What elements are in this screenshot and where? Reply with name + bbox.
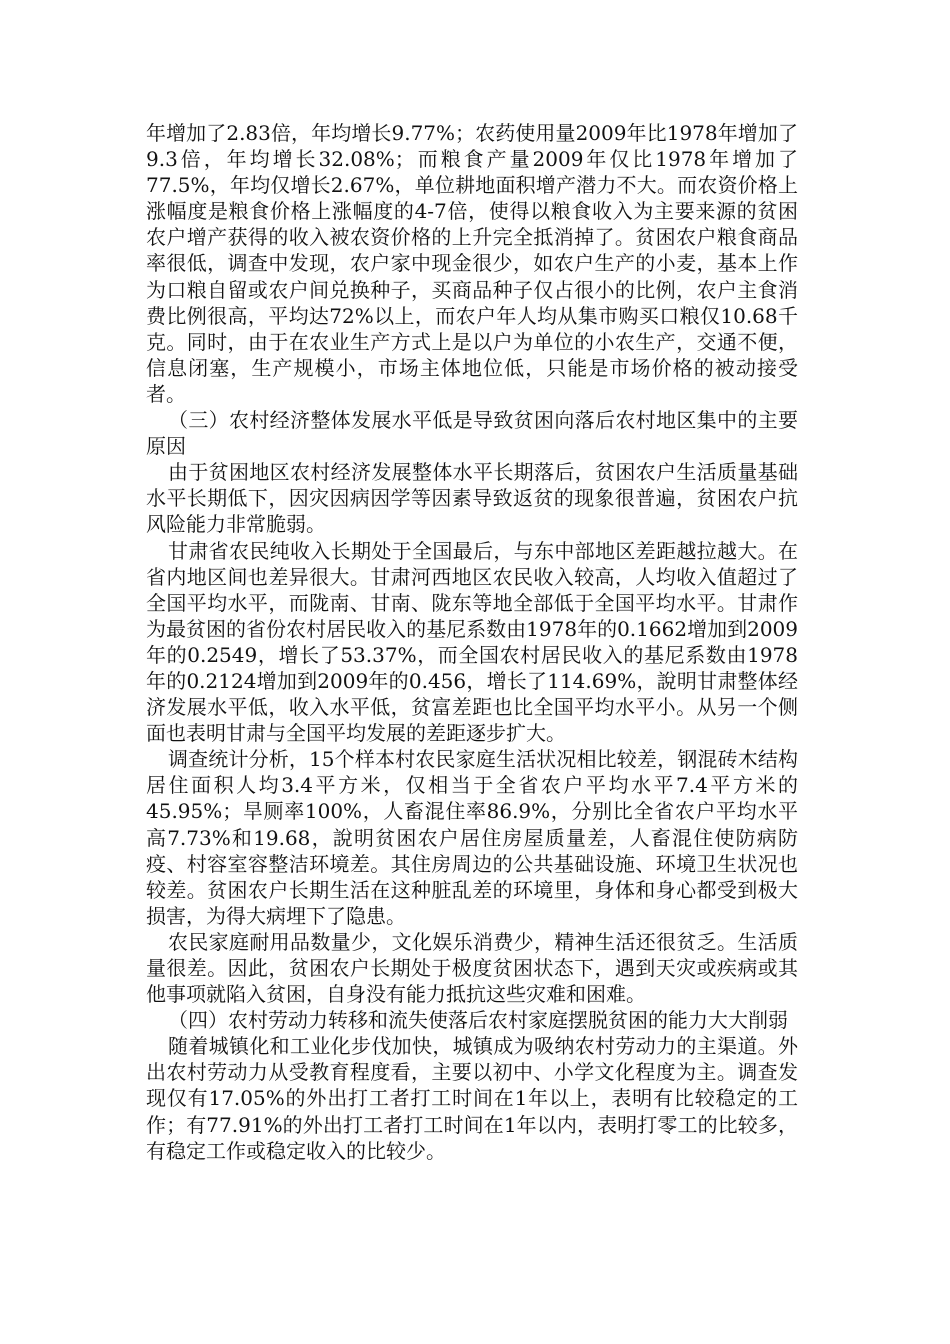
body-paragraph: 甘肃省农民纯收入长期处于全国最后，与东中部地区差距越拉越大。在省内地区间也差异很大。甘肃河西地区农民收入较高，人均收入值超过了全国平均水平，而陇南、甘南、陇东等地全部低于全国平均水平。甘肃作为最贫困的省份农村居民收入的基尼系数由1978年的0.1662增加到2009年的0.2549，增长了53.37%，而全国农村居民收入的基尼系数由1978年的0.2124增加到2009年的0.456，增长了114.69%，說明甘肃整体经济发展水平低，收入水平低，贫富差距也比全国平均水平小。从另一个侧面也表明甘肃与全国平均发展的差距逐步扩大。 — [146, 538, 798, 746]
body-paragraph: 由于贫困地区农村经济发展整体水平长期落后，贫困农户生活质量基础水平长期低下，因灾因病因学等因素导致返贫的现象很普遍，贫困农户抗风险能力非常脆弱。 — [146, 460, 798, 537]
document-page — [146, 120, 798, 1164]
body-paragraph: 农民家庭耐用品数量少，文化娱乐消费少，精神生活还很贫乏。生活质量很差。因此，贫困农户长期处于极度贫困状态下，遇到天灾或疾病或其他事项就陷入贫困，自身没有能力抵抗这些灾难和困难。 — [146, 929, 798, 1007]
section-heading-4: （四）农村劳动力转移和流失使落后农村家庭摆脱贫困的能力大大削弱 — [168, 1008, 788, 1033]
body-paragraph: 调查统计分析，15个样本村农民家庭生活状况相比较差，钢混砖木结构居住面积人均3.4平方米，仅相当于全省农户平均水平7.4平方米的45.95%；旱厕率100%，人畜混住率86.9%，分别比全省农户平均水平高7.73%和19.68，說明贫困农户居住房屋质量差，人畜混住使防病防疫、村容室容整洁环境差。其住房周边的公共基础设施、环境卫生状况也较差。贫困农户长期生活在这种脏乱差的环境里，身体和身心都受到极大损害，为得大病埋下了隐患。 — [146, 747, 798, 928]
body-paragraph: 随着城镇化和工业化步伐加快，城镇成为吸纳农村劳动力的主渠道。外出农村劳动力从受教育程度看，主要以初中、小学文化程度为主。调查发现仅有17.05%的外出打工者打工时间在1年以上，表明有比较稳定的工作；有77.91%的外出打工者打工时间在1年以内，表明打零工的比较多，有稳定工作或稳定收入的比较少。 — [146, 1034, 798, 1163]
section-heading-3: （三）农村经济整体发展水平低是导致贫困向落后农村地区集中的主要原因 — [146, 408, 798, 459]
body-paragraph-continued: 年增加了2.83倍，年均增长9.77%；农药使用量2009年比1978年增加了9.3倍，年均增长32.08%；而粮食产量2009年仅比1978年增加了77.5%，年均仅增长2.67%，单位耕地面积增产潜力不大。而农资价格上涨幅度是粮食价格上涨幅度的4-7倍，使得以粮食收入为主要来源的贫困农户增产获得的收入被农资价格的上升完全抵消掉了。贫困农户粮食商品率很低，调查中发现，农户家中现金很少，如农户生产的小麦，基本上作为口粮自留或农户间兑换种子，买商品种子仅占很小的比例，农户主食消费比例很高，平均达72%以上，而农户年人均从集市购买口粮仅10.68千克。同时，由于在农业生产方式上是以户为单位的小农生产，交通不便，信息闭塞，生产规模小，市场主体地位低，只能是市场价格的被动接受者。 — [146, 121, 798, 406]
